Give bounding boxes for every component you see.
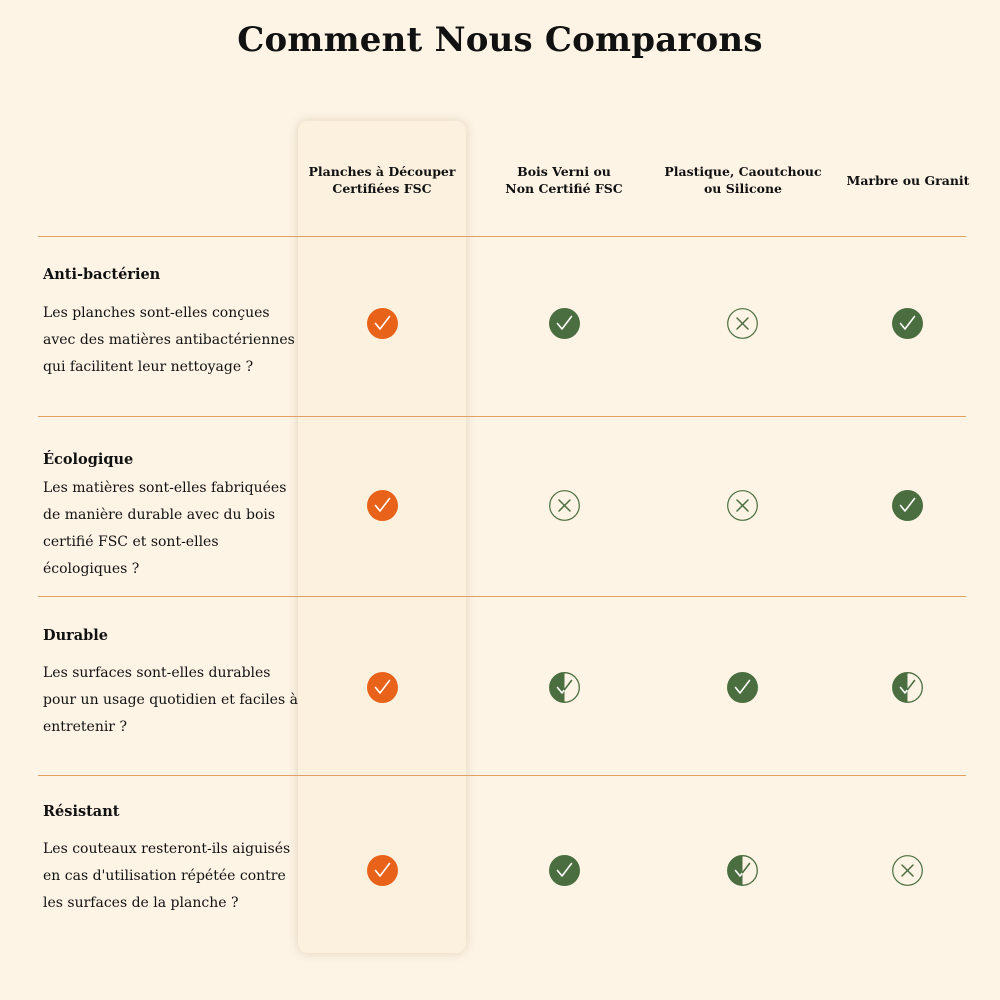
column-header-fsc [298, 160, 466, 200]
row-title-antibacterial: Anti-bactérien [43, 266, 161, 283]
column-header-plastic [658, 160, 828, 200]
featured-column-highlight [298, 121, 466, 953]
check-green-icon [892, 308, 923, 339]
cross-icon [727, 490, 758, 521]
row-title-ecological: Écologique [43, 451, 134, 468]
half-check-green-icon [549, 672, 580, 703]
check-green-icon [892, 490, 923, 521]
column-header-varnished-wood [484, 160, 644, 200]
check-green-icon [727, 672, 758, 703]
column-header-label: Planches à Découper Certifiées FSC [308, 164, 456, 196]
row-description: Les couteaux resteront-ils aiguisés en cas d'utilisation répétée contre les surfaces de la planche ? [43, 841, 291, 911]
page-title: Comment Nous Comparons [237, 20, 763, 60]
row-title-resistant: Résistant [43, 803, 120, 820]
row-description: Les surfaces sont-elles durables pour un usage quotidien et faciles à entretenir ? [43, 665, 298, 735]
row-title-durable: Durable [43, 627, 109, 644]
row-divider [38, 236, 966, 237]
row-divider [38, 775, 966, 776]
column-header-label: Bois Verni ou Non Certifié FSC [505, 164, 623, 196]
check-orange-icon [367, 855, 398, 886]
row-description: Les matières sont-elles fabriquées de manière durable avec du bois certifié FSC et sont-elles écologiques ? [43, 480, 287, 577]
cross-icon [892, 855, 923, 886]
column-header-marble [838, 160, 978, 200]
row-divider [38, 416, 966, 417]
check-orange-icon [367, 490, 398, 521]
column-header-label: Plastique, Caoutchouc ou Silicone [664, 164, 822, 196]
cross-icon [727, 308, 758, 339]
check-orange-icon [367, 672, 398, 703]
check-green-icon [549, 855, 580, 886]
half-check-green-icon [727, 855, 758, 886]
half-check-green-icon [892, 672, 923, 703]
check-orange-icon [367, 308, 398, 339]
check-green-icon [549, 308, 580, 339]
cross-icon [549, 490, 580, 521]
row-description: Les planches sont-elles conçues avec des matières antibactériennes qui facilitent leur nettoyage ? [43, 305, 295, 375]
column-header-label: Marbre ou Granit [846, 172, 970, 188]
row-divider [38, 596, 966, 597]
